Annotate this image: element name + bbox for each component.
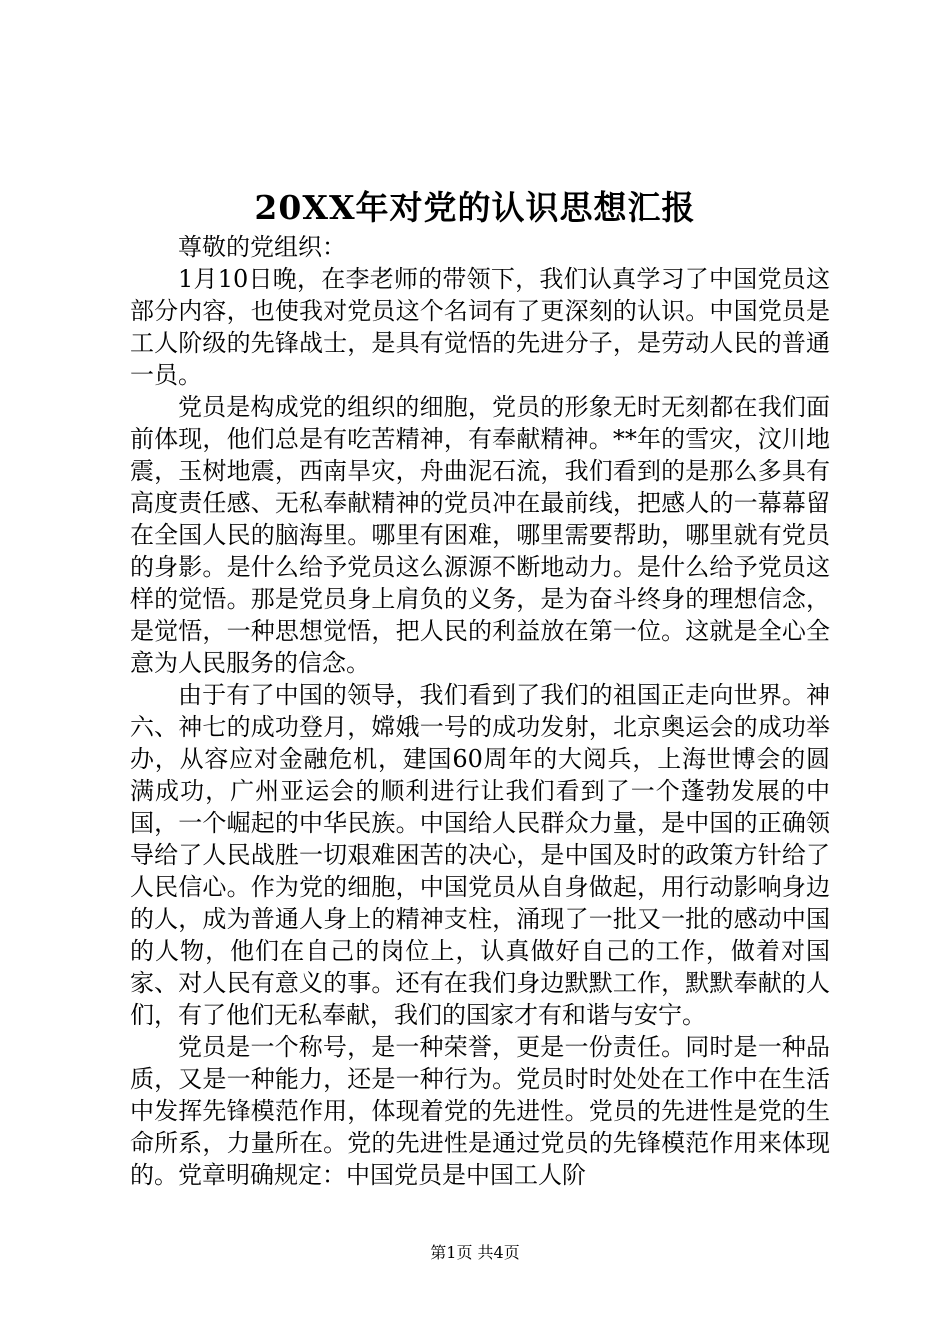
paragraph-1: 1月10日晚，在李老师的带领下，我们认真学习了中国党员这部分内容，也使我对党员这个名词有了更深刻的认识。中国党员是工人阶级的先锋战士，是具有觉悟的先进分子，是劳动人民的普通一员。 xyxy=(130,265,830,389)
document-title: 20XX年对党的认识思想汇报 xyxy=(254,188,696,227)
salutation: 尊敬的党组织： xyxy=(178,233,346,261)
document-body xyxy=(130,231,830,1191)
paragraph-4: 党员是一个称号，是一种荣誉，更是一份责任。同时是一种品质，又是一种能力，还是一种行为。党员时时处处在工作中在生活中发挥先锋模范作用，体现着党的先进性。党员的先进性是党的生命所系，力量所在。党的先进性是通过党员的先锋模范作用来体现的。党章明确规定：中国党员是中国工人阶 xyxy=(130,1033,830,1189)
paragraph-3: 由于有了中国的领导，我们看到了我们的祖国正走向世界。神六、神七的成功登月，嫦娥一号的成功发射，北京奥运会的成功举办，从容应对金融危机，建国60周年的大阅兵，上海世博会的圆满成功，广州亚运会的顺利进行让我们看到了一个蓬勃发展的中国，一个崛起的中华民族。中国给人民群众力量，是中国的正确领导给了人民战胜一切艰难困苦的决心，是中国及时的政策方针给了人民信心。作为党的细胞，中国党员从自身做起，用行动影响身边的人，成为普通人身上的精神支柱，涌现了一批又一批的感动中国的人物，他们在自己的岗位上，认真做好自己的工作，做着对国家、对人民有意义的事。还有在我们身边默默工作，默默奉献的人们，有了他们无私奉献，我们的国家才有和谐与安宁。 xyxy=(130,681,830,1029)
page-footer: 第1页 共4页 xyxy=(430,1243,520,1262)
paragraph-2: 党员是构成党的组织的细胞，党员的形象无时无刻都在我们面前体现，他们总是有吃苦精神，有奉献精神。**年的雪灾，汶川地震，玉树地震，西南旱灾，舟曲泥石流，我们看到的是那么多具有高度责任感、无私奉献精神的党员冲在最前线，把感人的一幕幕留在全国人民的脑海里。哪里有困难，哪里需要帮助，哪里就有党员的身影。是什么给予党员这么源源不断地动力。是什么给予党员这样的觉悟。那是党员身上肩负的义务，是为奋斗终身的理想信念，是觉悟，一种思想觉悟，把人民的利益放在第一位。这就是全心全意为人民服务的信念。 xyxy=(130,393,830,677)
